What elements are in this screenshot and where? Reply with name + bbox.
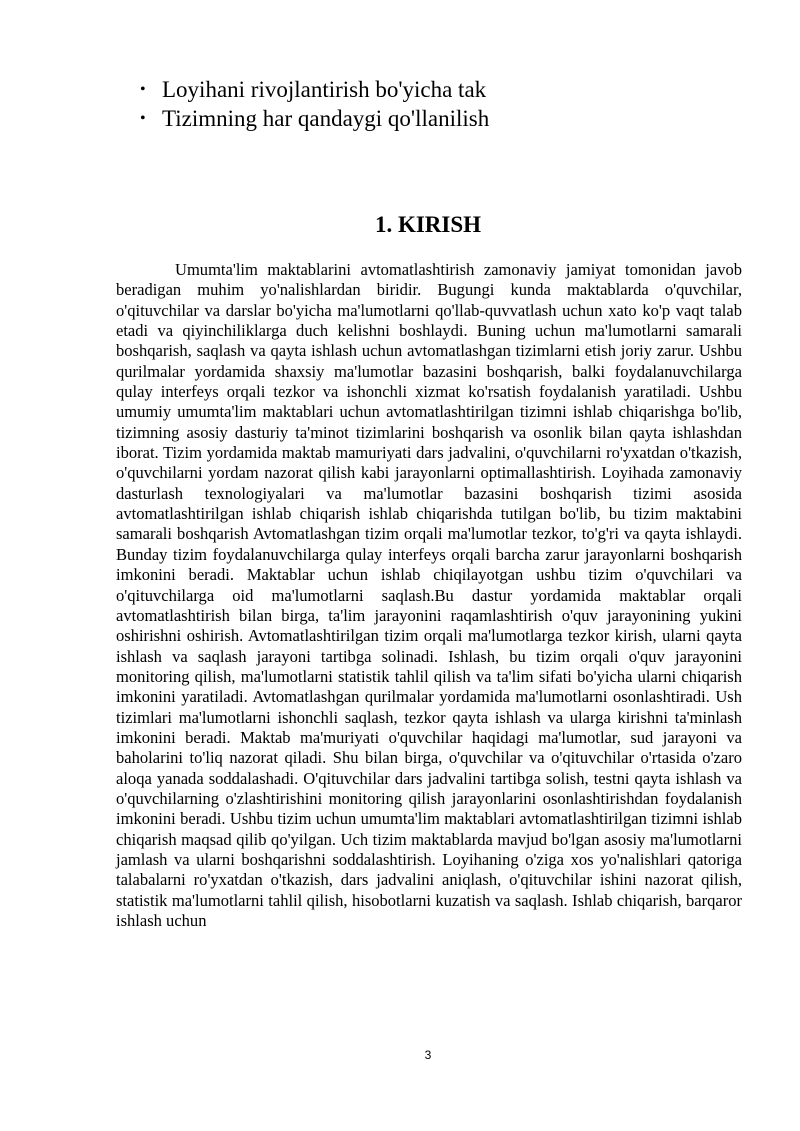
list-item	[130, 75, 489, 104]
body-paragraph: Umumta'lim maktablarini avtomatlashtirish zamonaviy jamiyat tomonidan javob beradigan muhim yo'nalishlardan biridir. Bugungi kunda maktablarda o'quvchilar, o'qituvchilar va darslar bo'yicha ma'lumotlarni qo'llab-quvvatlash uchun xato ko'p vaqt talab etadi va qiyinchiliklarga duch kelishni boshlaydi. Buning uchun ma'lumotlarni samarali boshqarish, saqlash va qayta ishlash uchun avtomatlashgan tizimlarni etish joriy zarur. Ushbu qurilmalar yordamida shaxsiy ma'lumotlar bazasini boshqarish, balki foydalanuvchilarga qulay interfeys orqali tezkor va ishonchli xizmat ko'rsatish foydalanish yaratiladi. Ushbu umumiy umumta'lim maktablari uchun avtomatlashtirilgan tizimni ishlab chiqarishga bo'lib, tizimning asosiy dasturiy ta'minot tizimlarini boshqarish va osonlik bilan qayta ishlashdan iborat. Tizim yordamida maktab mamuriyati dars jadvalini, o'quvchilarni ro'yxatdan o'tkazish, o'quvchilarni yordam nazorat qilish kabi jarayonlarni optimallashtirish. Loyihada zamonaviy dasturlash texnologiyalari va ma'lumotlar bazasini boshqarish tizimi asosida avtomatlashtirilgan ishlab chiqarish ishlab chiqarishda tutilgan bo'lib, bu tizim maktabini samarali boshqarish Avtomatlashgan tizim orqali ma'lumotlar tezkor, to'g'ri va qayta ishlaydi. Bunday tizim foydalanuvchilarga qulay interfeys orqali barcha zarur jarayonlarni boshqarish imkonini beradi. Maktablar uchun ishlab chiqilayotgan ushbu tizim o'quvchilari va o'qituvchilarga oid ma'lumotlarni saqlash.Bu dastur yordamida maktablar orqali avtomatlashtirish bilan birga, ta'lim jarayonini raqamlashtirish o'quv jarayonining yukini oshirishni oshirish. Avtomatlashtirilgan tizim orqali ma'lumotlarga tezkor kirish, ularni qayta ishlash va saqlash jarayoni tartibga solinadi. Ishlash, bu tizim orqali o'quv jarayonini monitoring qilish, ma'lumotlarni statistik tahlil qilish va ta'lim sifati bo'yicha ularni chiqarish imkonini yaratiladi. Avtomatlashgan qurilmalar yordamida ma'lumotlarni osonlashtiradi. Ush tizimlari ma'lumotlarni ishonchli saqlash, tezkor qayta ishlash va ularga kirishni ta'minlash imkonini beradi. Maktab ma'muriyati o'quvchilar haqidagi ma'lumotlar, sud jarayoni va baholarini to'liq nazorat qiladi. Shu bilan birga, o'quvchilar va o'qituvchilar o'rtasida o'zaro aloqa yanada soddalashadi. O'qituvchilar dars jadvalini tartibga solish, testni qayta ishlash va o'quvchilarning o'zlashtirishini monitoring qilish jarayonlarini osonlashtirishdan foydalanish imkonini beradi. Ushbu tizim uchun umumta'lim maktablari avtomatlashtirilgan tizimni ishlab chiqarish maqsad qilib qo'yilgan. Uch tizim maktablarda mavjud bo'lgan asosiy ma'lumotlarni jamlash va ularni boshqarishni soddalashtirish. Loyihaning o'ziga xos yo'nalishlari qatoriga talabalarni ro'yxatdan o'tkazish, dars jadvalini aniqlash, o'qituvchilar ishini nazorat qilish, statistik ma'lumotlarni tahlil qilish, hisobotlarni kuzatish va saqlash. Ishlab chiqarish, barqaror ishlash uchun	[116, 260, 742, 930]
list-item-text: Loyihani rivojlantirish bo'yicha tak	[162, 77, 487, 102]
bullet-icon: •	[140, 110, 146, 127]
page-number: 3	[424, 1048, 432, 1062]
list-item	[130, 104, 489, 133]
bullet-icon: •	[140, 81, 146, 98]
section-heading: 1. KIRISH	[374, 212, 482, 237]
list-item-text: Tizimning har qandaygi qo'llanilish	[162, 106, 490, 131]
bullet-list	[130, 75, 489, 133]
